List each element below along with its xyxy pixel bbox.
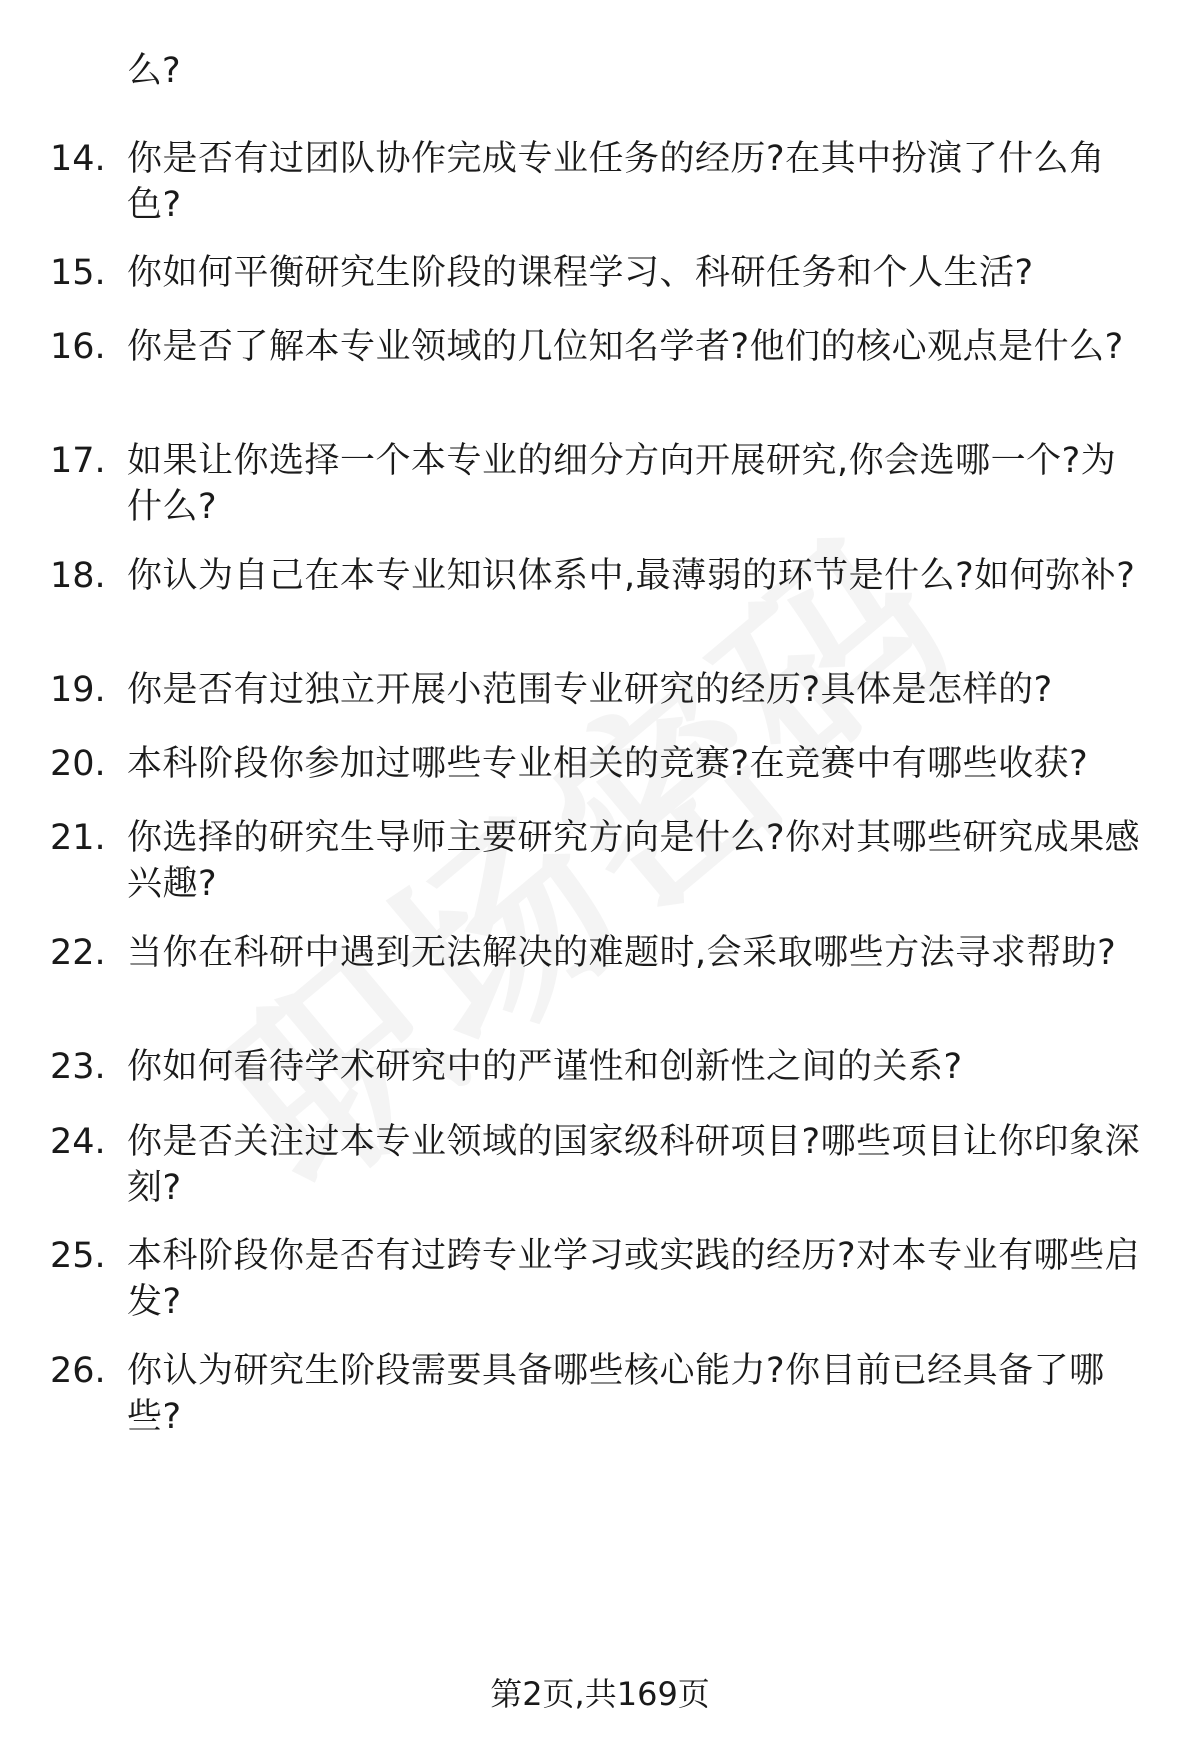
page-footer: 第2页,共169页	[490, 1675, 710, 1713]
question-text: 你是否了解本专业领域的几位知名学者?他们的核心观点是什么?	[127, 327, 1124, 367]
question-number: 17.	[50, 441, 106, 481]
question-text: 你选择的研究生导师主要研究方向是什么?你对其哪些研究成果感兴趣?	[127, 818, 1141, 904]
question-text: 你是否有过团队协作完成专业任务的经历?在其中扮演了什么角色?	[127, 139, 1105, 225]
question-text: 本科阶段你是否有过跨专业学习或实践的经历?对本专业有哪些启发?	[127, 1236, 1141, 1322]
question-text: 你是否关注过本专业领域的国家级科研项目?哪些项目让你印象深刻?	[127, 1122, 1141, 1208]
question-text: 如果让你选择一个本专业的细分方向开展研究,你会选哪一个?为什么?	[127, 441, 1117, 527]
question-number: 18.	[50, 556, 106, 596]
question-text: 你认为研究生阶段需要具备哪些核心能力?你目前已经具备了哪些?	[127, 1351, 1105, 1437]
question-text: 当你在科研中遇到无法解决的难题时,会采取哪些方法寻求帮助?	[127, 933, 1117, 973]
question-text: 本科阶段你参加过哪些专业相关的竞赛?在竞赛中有哪些收获?	[127, 744, 1089, 784]
question-text: 你是否有过独立开展小范围专业研究的经历?具体是怎样的?	[127, 670, 1053, 710]
question-number: 19.	[50, 670, 106, 710]
question-text: 你如何平衡研究生阶段的课程学习、科研任务和个人生活?	[127, 253, 1034, 293]
question-number: 15.	[50, 253, 106, 293]
question-number: 16.	[50, 327, 106, 367]
question-number: 21.	[50, 818, 106, 858]
question-number: 25.	[50, 1236, 106, 1276]
question-number: 26.	[50, 1351, 106, 1391]
continuation-text: 么?	[127, 51, 181, 91]
question-text: 你如何看待学术研究中的严谨性和创新性之间的关系?	[127, 1047, 963, 1087]
question-number: 14.	[50, 139, 106, 179]
question-number: 20.	[50, 744, 106, 784]
question-number: 23.	[50, 1047, 106, 1087]
question-number: 22.	[50, 933, 106, 973]
question-number: 24.	[50, 1122, 106, 1162]
question-text: 你认为自己在本专业知识体系中,最薄弱的环节是什么?如何弥补?	[127, 556, 1136, 596]
